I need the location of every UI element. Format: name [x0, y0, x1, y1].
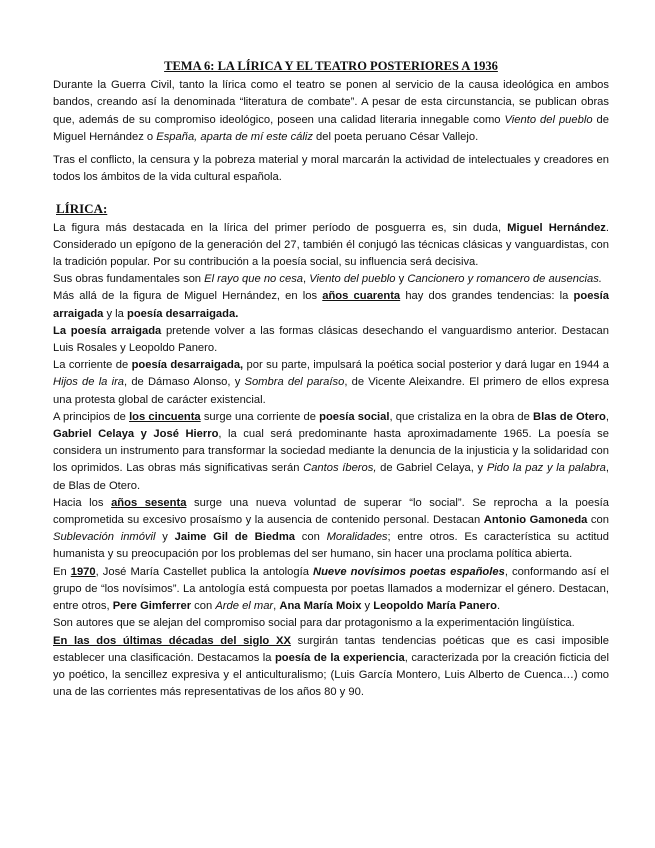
text: , la cual será predominante hasta aproximadamente 1965. La poesía se considera un instrumento para transformar la sociedad mediante la denuncia de la injusticia y la solidaridad con los oprimidos. Las obras más significativas serán	[53, 428, 609, 475]
text: y	[395, 273, 408, 286]
text: por su parte, impulsará la poética social posterior y dará lugar en 1944 a	[243, 359, 609, 372]
text: ; entre otros. Es característica su actitud humanista y su preocupación por los problemas del ser humano, sin hacer una proclama política abierta.	[53, 531, 609, 561]
text: del poeta peruano César Vallejo.	[312, 130, 479, 143]
text: En	[53, 565, 71, 578]
author-name: Leopoldo María Panero	[373, 600, 497, 613]
author-name: Miguel Hernández	[507, 221, 606, 234]
author-name: Gabriel Celaya y José Hierro	[53, 428, 219, 441]
work-title: España, aparta de mí este cáliz	[156, 130, 313, 143]
text: , conformando así el grupo de “los novísimos”. La antología está compuesta por poetas llamados a modernizar el género. Destacan, entre otros,	[53, 565, 609, 613]
text: ,	[605, 410, 609, 423]
text: . Considerado un epígono de la generación del 27, también él conjugó las técnicas clásicas y vanguardistas, con la tradición popular. Por su contribución a la poesía social, su influencia será decisiva.	[53, 221, 610, 269]
text: La corriente de	[53, 359, 132, 372]
text: , José María Castellet publica la antología	[95, 565, 313, 578]
text: y	[361, 600, 374, 613]
text: pretende volver a las formas clásicas desechando el vanguardismo anterior. Destacan Luis Rosales y Leopoldo Panero.	[53, 324, 609, 355]
text: , caracterizada por la creación ficticia del yo poético, la sencillez expresiva y el anticulturalismo; (Luis García Montero, Luis Alberto de Cuenca…) como una de las corrientes más representativas de los años 80 y 90.	[53, 651, 609, 699]
work-title: Pido la paz y la palabra	[486, 462, 606, 475]
author-name: Jaime Gil de Biedma	[174, 531, 296, 544]
text: y la	[103, 307, 128, 320]
decade-label: años cuarenta	[322, 290, 401, 303]
lirica-paragraph-8	[53, 564, 609, 616]
work-title: El rayo que no cesa	[204, 273, 304, 286]
text: , de Vicente Aleixandre. El primero de ellos expresa una protesta global de carácter existencial.	[53, 376, 609, 406]
period-label: En las dos últimas décadas del siglo XX	[53, 634, 291, 647]
work-title: Hijos de la ira	[53, 376, 125, 389]
text: Sus obras fundamentales son	[53, 273, 205, 286]
text: , de Dámaso Alonso, y	[124, 376, 245, 389]
author-name: Ana María Moix	[279, 600, 362, 613]
work-title: Sublevación inmóvil	[53, 531, 156, 544]
year-label: 1970	[70, 565, 96, 578]
text: , de Blas de Otero.	[53, 462, 609, 492]
work-title: Nueve novísimos poetas españoles	[313, 565, 505, 578]
intro-paragraph-2: Tras el conflicto, la censura y la pobreza material y moral marcarán la actividad de intelectuales y creadores en todos los ámbitos de la vida cultural española.	[53, 154, 609, 184]
text: con	[295, 531, 327, 544]
lirica-paragraph-7	[53, 495, 609, 564]
lirica-paragraph-5	[53, 357, 609, 409]
lirica-paragraph-6	[53, 409, 609, 495]
lirica-paragraph-3	[53, 288, 609, 322]
trend-name: poesía arraigada	[53, 290, 609, 320]
text: con	[191, 600, 216, 613]
text: Durante la Guerra Civil, tanto la lírica como el teatro se ponen al servicio de la causa ideológica en ambos bandos, creando así la denominada “literatura de combate”. A pesar de esta circunstancia, se publican obras que, además de su compromiso ideológico, poseen una calidad literaria innegable como	[53, 79, 609, 126]
lirica-paragraph-4	[53, 323, 609, 357]
work-title: Cantos íberos,	[303, 462, 377, 475]
text: surge una nueva voluntad de superar “lo social”. Se reprocha a la poesía comprometida su excesivo prosaísmo y la ausencia de contenido personal. Destacan	[53, 496, 609, 527]
text: hay dos grandes tendencias: la	[400, 290, 574, 303]
document-page	[53, 58, 609, 701]
decade-label: los cincuenta	[129, 410, 201, 423]
lirica-paragraph-9: Son autores que se alejan del compromiso social para dar protagonismo a la experimentación lingüística.	[53, 617, 575, 630]
text: y	[155, 531, 175, 544]
text: de Miguel Hernández o	[53, 113, 609, 143]
intro-paragraph-1	[53, 77, 609, 146]
trend-name: La poesía arraigada	[53, 324, 162, 337]
text: de Gabriel Celaya, y	[376, 462, 487, 475]
work-title: Arde el mar	[215, 600, 274, 613]
trend-name: poesía de la experiencia	[274, 651, 405, 664]
author-name: Pere Gimferrer	[112, 600, 192, 613]
text: surgirán tantas tendencias poéticas que es casi imposible establecer una clasificación. Destacamos la	[53, 634, 609, 664]
page-title: TEMA 6: LA LÍRICA Y EL TEATRO POSTERIORES A 1936	[164, 59, 498, 73]
lirica-paragraph-2	[53, 271, 609, 288]
text: A principios de	[53, 410, 130, 423]
work-title: Moralidades	[326, 531, 388, 544]
text: .	[496, 600, 501, 613]
work-title: Viento del pueblo	[504, 113, 593, 126]
text: surge una corriente de	[200, 410, 320, 423]
trend-name: poesía desarraigada,	[131, 359, 244, 372]
work-title: Cancionero y romancero de ausencias.	[407, 273, 602, 286]
work-title: Viento del pueblo	[309, 273, 396, 286]
text: , que cristaliza en la obra de	[389, 410, 533, 423]
text: Más allá de la figura de Miguel Hernández, en los	[53, 290, 323, 303]
section-heading-lirica: LÍRICA:	[56, 201, 108, 217]
text: La figura más destacada en la lírica del primer período de posguerra es, sin duda,	[53, 221, 508, 234]
author-name: Blas de Otero	[533, 410, 606, 423]
lirica-paragraph-10	[53, 633, 609, 702]
text: con	[587, 514, 609, 527]
work-title: Sombra del paraíso	[244, 376, 345, 389]
trend-name: poesía social	[319, 410, 390, 423]
text: ,	[303, 273, 310, 286]
decade-label: años sesenta	[111, 496, 187, 509]
author-name: Antonio Gamoneda	[483, 514, 588, 527]
lirica-paragraph-1	[53, 220, 609, 272]
text: Hacia los	[53, 496, 112, 509]
trend-name: poesía desarraigada.	[127, 307, 239, 320]
text: ,	[273, 600, 280, 613]
